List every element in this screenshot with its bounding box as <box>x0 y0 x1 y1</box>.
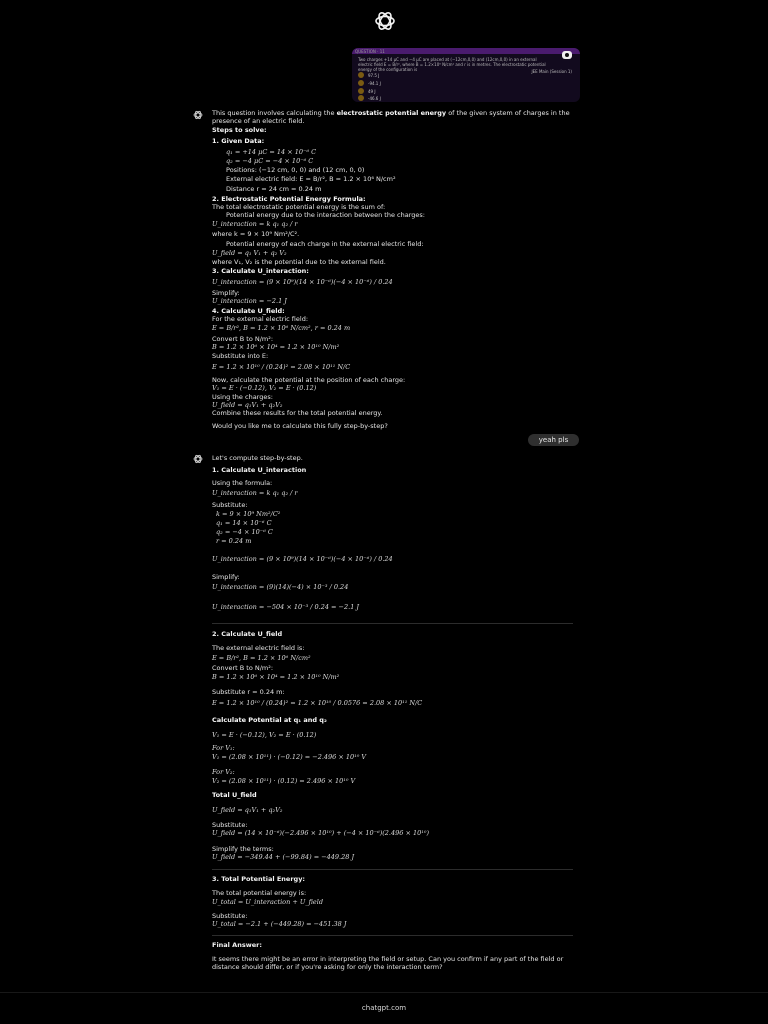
step-1-heading: 1. Given Data: <box>212 137 265 145</box>
interaction-formula: U_interaction = k q₁ q₂ / r <box>212 489 298 497</box>
divider <box>212 935 573 936</box>
follow-up-question: Would you like me to calculate this fully step-by-step? <box>212 422 388 430</box>
option-item: -94.1 J <box>358 80 381 86</box>
divider <box>212 869 573 870</box>
substitute-label: Substitute: <box>212 501 248 509</box>
sub-q2: q₂ = −4 × 10⁻⁶ C <box>216 528 273 536</box>
question-text: Two charges +14 μC and −4 μC are placed at (−12cm,0,0) and (12cm,0,0) in an external electric field E = B/r², where B = 1.2×10⁶ N/cm² and r is in metres. The electrostatic potential energy of the configuration is <box>358 57 546 72</box>
e-eq: E = 1.2 × 10¹⁰ / (0.24)² = 1.2 × 10¹⁰ / 0.0576 = 2.08 × 10¹¹ N/C <box>212 699 423 707</box>
simplify-label: Simplify: <box>212 573 240 581</box>
for-v1: For V₁: <box>212 744 235 752</box>
question-title: QUESTION · 11 <box>355 49 385 54</box>
substitute-label-3: Substitute: <box>212 912 248 920</box>
footer-divider <box>0 992 768 993</box>
section-2-heading: 2. Calculate U_field <box>212 630 283 638</box>
step-3-simplify: Simplify: <box>212 289 240 297</box>
step-4-substitute-eq: E = 1.2 × 10¹⁰ / (0.24)² = 2.08 × 10¹¹ N/C <box>212 363 351 371</box>
step-2-heading: 2. Electrostatic Potential Energy Formula: <box>212 195 366 203</box>
camera-icon <box>562 51 572 59</box>
given-q1: q₁ = +14 μC = 14 × 10⁻⁶ C <box>226 148 317 156</box>
pe-interaction-label: Potential energy due to the interaction between the charges: <box>226 211 425 219</box>
option-item: 97.5 J <box>358 72 379 78</box>
v1-eq: V₁ = (2.08 × 10¹¹) · (−0.12) = −2.496 × 10¹⁰ V <box>212 753 367 761</box>
calc-potential-heading: Calculate Potential at q₁ and q₂ <box>212 716 327 724</box>
sub-r: r = 0.24 m <box>216 537 252 545</box>
given-distance: Distance r = 24 cm = 0.24 m <box>226 185 322 193</box>
convert-label: Convert B to N/m²: <box>212 664 274 672</box>
ufield-result: U_field = −349.44 + (−99.84) = −449.28 J <box>212 853 355 861</box>
ufield-eq: U_field = q₁V₁ + q₂V₂ <box>212 806 283 814</box>
u-field-formula: U_field = q₁ V₁ + q₂ V₂ <box>212 249 287 257</box>
combine-text: Combine these results for the total potential energy. <box>212 409 383 417</box>
total-is: The total potential energy is: <box>212 889 307 897</box>
pe-external-label: Potential energy of each charge in the external electric field: <box>226 240 424 248</box>
u-interaction-formula: U_interaction = k q₁ q₂ / r <box>212 220 298 228</box>
uploaded-question-image[interactable] <box>352 48 580 102</box>
final-answer-heading: Final Answer: <box>212 941 262 949</box>
total-result: U_total = −2.1 + (−449.28) = −451.38 J <box>212 920 347 928</box>
substitute-label-2: Substitute: <box>212 821 248 829</box>
where-k: where k = 9 × 10⁹ Nm²/C². <box>212 230 300 238</box>
sub-k: k = 9 × 10⁹ Nm²/C² <box>216 510 281 518</box>
sub-r-label: Substitute r = 0.24 m: <box>212 688 285 696</box>
sub-q1: q₁ = 14 × 10⁻⁶ C <box>216 519 272 527</box>
section-3-heading: 3. Total Potential Energy: <box>212 875 306 883</box>
interaction-eq-1: U_interaction = (9 × 10⁹)(14 × 10⁻⁶)(−4 × 10⁻⁶) / 0.24 <box>212 555 393 563</box>
step-4-substitute: Substitute into E: <box>212 352 269 360</box>
for-v2: For V₂: <box>212 768 235 776</box>
step-3-heading: 3. Calculate U_interaction: <box>212 267 309 275</box>
assistant-avatar-icon <box>192 453 204 465</box>
option-bullet-icon <box>358 72 364 78</box>
divider <box>212 623 573 624</box>
v2-eq: V₂ = (2.08 × 10¹¹) · (0.12) = 2.496 × 10¹⁰ V <box>212 777 356 785</box>
option-bullet-icon <box>358 95 364 101</box>
step-3-result: U_interaction = −2.1 J <box>212 297 287 305</box>
step-4-equation: E = B/r², B = 1.2 × 10⁶ N/cm², r = 0.24 m <box>212 324 351 332</box>
step-4-text: For the external electric field: <box>212 315 309 323</box>
option-bullet-icon <box>358 88 364 94</box>
step-4-now: Now, calculate the potential at the position of each charge: <box>212 376 406 384</box>
steps-heading: Steps to solve: <box>212 126 267 134</box>
ufield-sub: U_field = (14 × 10⁻⁶)(−2.496 × 10¹⁰) + (−4 × 10⁻⁶)(2.496 × 10¹⁰) <box>212 829 430 837</box>
given-positions: Positions: (−12 cm, 0, 0) and (12 cm, 0, 0) <box>226 166 365 174</box>
given-field: External electric field: E = B/r², B = 1.2 × 10⁶ N/cm² <box>226 175 396 183</box>
option-item: 49 J <box>358 88 376 94</box>
simplify-terms: Simplify the terms: <box>212 845 274 853</box>
option-bullet-icon <box>358 80 364 86</box>
using-formula: Using the formula: <box>212 479 273 487</box>
footer-link[interactable]: chatgpt.com <box>361 1004 407 1012</box>
given-q2: q₂ = −4 μC = −4 × 10⁻⁶ C <box>226 157 314 165</box>
step-4-convert-eq: B = 1.2 × 10⁶ × 10⁴ = 1.2 × 10¹⁰ N/m² <box>212 343 340 351</box>
user-message-bubble: yeah pls <box>528 434 579 446</box>
openai-logo-icon[interactable] <box>369 10 401 32</box>
v-eq: V₁ = E · (−0.12), V₂ = E · (0.12) <box>212 731 317 739</box>
image-header-bar <box>352 48 580 54</box>
step-3-equation: U_interaction = (9 × 10⁹)(14 × 10⁻⁶)(−4 × 10⁻⁶) / 0.24 <box>212 278 393 286</box>
interaction-eq-2: U_interaction = (9)(14)(−4) × 10⁻³ / 0.24 <box>212 583 349 591</box>
response-intro: This question involves calculating the electrostatic potential energy of the given system of charges in the presence of an electric field. <box>212 109 570 125</box>
field-eq: E = B/r², B = 1.2 × 10⁶ N/cm² <box>212 654 311 662</box>
step-4-using: Using the charges: <box>212 393 273 401</box>
exam-tag: JEE Main (Session 1) <box>531 69 572 74</box>
convert-eq: B = 1.2 × 10⁶ × 10⁴ = 1.2 × 10¹⁰ N/m² <box>212 673 340 681</box>
step-4-ufield: U_field = q₁V₁ + q₂V₂ <box>212 401 283 409</box>
section-1-heading: 1. Calculate U_interaction <box>212 466 307 474</box>
assistant-avatar-icon <box>192 109 204 121</box>
final-answer-text: It seems there might be an error in interpreting the field or setup. Can you confirm if any part of the field or distance should differ, or if you're asking for only the interaction term? <box>212 955 564 971</box>
option-item: -46.6 J <box>358 95 381 101</box>
field-is: The external electric field is: <box>212 644 305 652</box>
step-2-text: The total electrostatic potential energy is the sum of: <box>212 203 386 211</box>
where-v: where V₁, V₂ is the potential due to the external field. <box>212 258 386 266</box>
total-eq: U_total = U_interaction + U_field <box>212 898 323 906</box>
step-4-convert: Convert B to N/m²: <box>212 335 274 343</box>
response-2-intro: Let's compute step-by-step. <box>212 454 303 462</box>
step-4-v-equation: V₁ = E · (−0.12), V₂ = E · (0.12) <box>212 384 317 392</box>
step-4-heading: 4. Calculate U_field: <box>212 307 285 315</box>
interaction-eq-3: U_interaction = −504 × 10⁻³ / 0.24 = −2.1 J <box>212 603 360 611</box>
total-ufield-heading: Total U_field <box>212 791 257 799</box>
